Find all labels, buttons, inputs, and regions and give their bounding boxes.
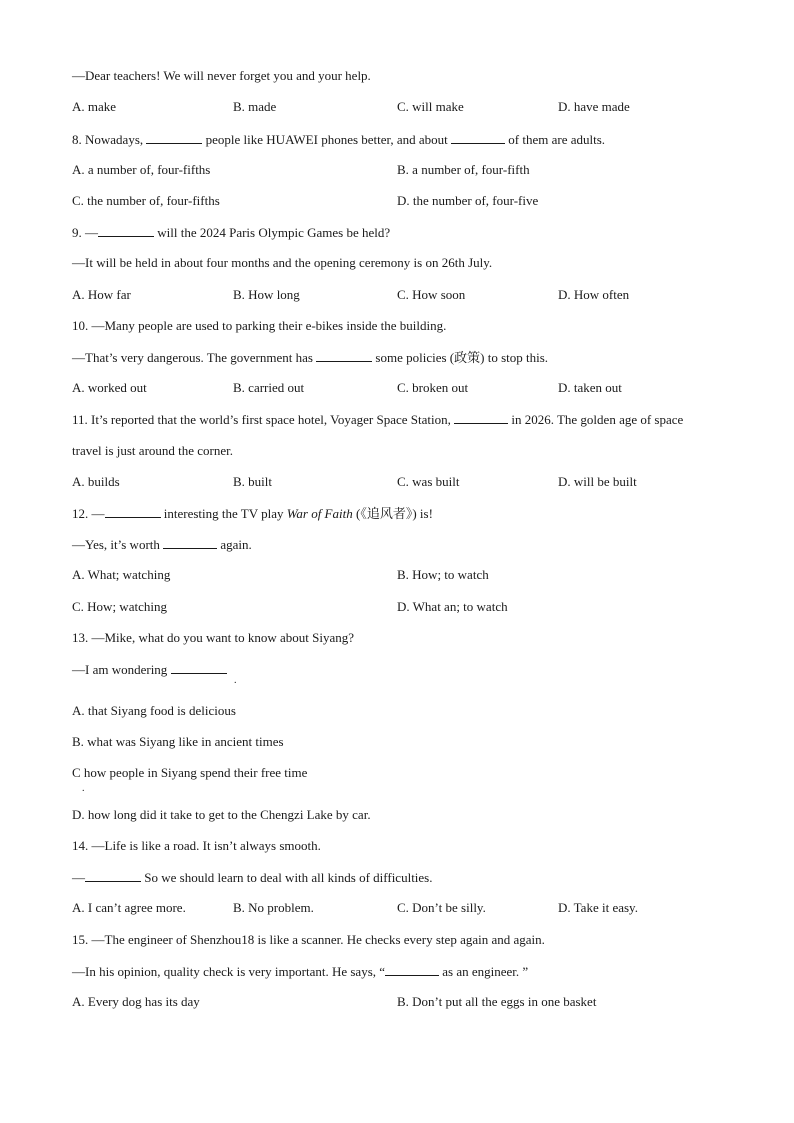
q9-option-d[interactable]: D. How often: [558, 287, 630, 302]
q12-text-1: 12. —: [72, 506, 105, 521]
q14-option-a[interactable]: A. I can’t agree more.: [72, 900, 186, 915]
q8-option-c[interactable]: C. the number of, four-fifths: [72, 193, 220, 208]
q12-option-a[interactable]: A. What; watching: [72, 567, 171, 582]
q15-option-a[interactable]: A. Every dog has its day: [72, 994, 200, 1009]
q14-blank[interactable]: [85, 869, 141, 882]
q8-question: [72, 131, 734, 148]
q13-option-b[interactable]: B. what was Siyang like in ancient times: [72, 734, 284, 749]
q7-option-d[interactable]: D. have made: [558, 99, 630, 114]
q12-reply: [72, 536, 734, 553]
q13-option-c-dot: .: [82, 783, 85, 794]
q11-option-b[interactable]: B. built: [233, 474, 273, 489]
q15-question: 15. —The engineer of Shenzhou18 is like a scanner. He checks every step again and again.: [72, 932, 545, 947]
q13-option-c[interactable]: C how people in Siyang spend their free time: [72, 765, 308, 780]
q8-blank-2[interactable]: [451, 131, 505, 144]
q12-text-2: interesting the TV play: [163, 506, 284, 521]
q15-reply-text-1: —In his opinion, quality check is very important. He says, “: [72, 964, 386, 979]
q14-reply-text-1: —: [72, 870, 85, 885]
q8-text-1: 8. Nowadays,: [72, 132, 144, 147]
q10-blank[interactable]: [316, 349, 372, 362]
q7-reply: —Dear teachers! We will never forget you and your help.: [72, 68, 371, 83]
q7-option-a[interactable]: A. make: [72, 99, 117, 114]
q8-text-2: people like HUAWEI phones better, and about: [205, 132, 448, 147]
q10-option-b[interactable]: B. carried out: [233, 380, 305, 395]
q10-option-d[interactable]: D. taken out: [558, 380, 622, 395]
q15-reply: [72, 963, 734, 980]
q9-option-a[interactable]: A. How far: [72, 287, 131, 302]
q11-question: [72, 411, 734, 428]
q8-option-a[interactable]: A. a number of, four-fifths: [72, 162, 211, 177]
q11-blank[interactable]: [454, 411, 508, 424]
q12-option-b[interactable]: B. How; to watch: [397, 567, 489, 582]
q12-reply-text-1: —Yes, it’s worth: [72, 537, 160, 552]
q14-option-b[interactable]: B. No problem.: [233, 900, 314, 915]
q12-blank-2[interactable]: [163, 536, 217, 549]
q11-text-1: 11. It’s reported that the world’s first space hotel, Voyager Space Station,: [72, 412, 451, 427]
q12-option-d[interactable]: D. What an; to watch: [397, 599, 508, 614]
q13-blank[interactable]: [171, 661, 227, 674]
q12-blank-1[interactable]: [105, 505, 161, 518]
q10-option-a[interactable]: A. worked out: [72, 380, 147, 395]
q14-reply: [72, 869, 734, 886]
q15-blank[interactable]: [385, 963, 439, 976]
q15-option-b[interactable]: B. Don’t put all the eggs in one basket: [397, 994, 597, 1009]
q9-question: [72, 224, 734, 241]
q13-option-d[interactable]: D. how long did it take to get to the Chengzi Lake by car.: [72, 807, 371, 822]
q13-reply-period: .: [234, 675, 237, 686]
q11-question-continued: travel is just around the corner.: [72, 443, 234, 458]
q15-reply-text-2: as an engineer. ”: [442, 964, 529, 979]
q9-option-c[interactable]: C. How soon: [397, 287, 466, 302]
q10-question: 10. —Many people are used to parking their e-bikes inside the building.: [72, 318, 447, 333]
q11-text-2: in 2026. The golden age of space: [511, 412, 684, 427]
q9-blank[interactable]: [98, 224, 154, 237]
q12-option-c[interactable]: C. How; watching: [72, 599, 167, 614]
q14-option-c[interactable]: C. Don’t be silly.: [397, 900, 486, 915]
q12-question: [72, 505, 734, 522]
q8-option-d[interactable]: D. the number of, four-five: [397, 193, 539, 208]
q12-text-3: (《追风者》) is!: [355, 506, 433, 521]
q12-reply-text-2: again.: [220, 537, 252, 552]
q13-reply: [72, 661, 734, 678]
q9-option-b[interactable]: B. How long: [233, 287, 300, 302]
q14-reply-text-2: So we should learn to deal with all kinds of difficulties.: [144, 870, 433, 885]
q11-option-a[interactable]: A. builds: [72, 474, 120, 489]
q10-reply: [72, 349, 734, 366]
q9-reply: —It will be held in about four months and the opening ceremony is on 26th July.: [72, 255, 493, 270]
q8-text-3: of them are adults.: [508, 132, 606, 147]
q8-blank-1[interactable]: [146, 131, 202, 144]
q13-question: 13. —Mike, what do you want to know about Siyang?: [72, 630, 354, 645]
q10-option-c[interactable]: C. broken out: [397, 380, 469, 395]
q7-option-c[interactable]: C. will make: [397, 99, 464, 114]
q9-text-1: 9. —: [72, 225, 98, 240]
q10-reply-text-1: —That’s very dangerous. The government has: [72, 350, 313, 365]
q14-question: 14. —Life is like a road. It isn’t always smooth.: [72, 838, 321, 853]
q7-option-b[interactable]: B. made: [233, 99, 277, 114]
q14-option-d[interactable]: D. Take it easy.: [558, 900, 638, 915]
q13-reply-text: —I am wondering: [72, 662, 168, 677]
q11-option-d[interactable]: D. will be built: [558, 474, 637, 489]
q9-text-2: will the 2024 Paris Olympic Games be held?: [157, 225, 391, 240]
q10-reply-text-2: some policies (政策) to stop this.: [375, 350, 549, 365]
q11-option-c[interactable]: C. was built: [397, 474, 460, 489]
q8-option-b[interactable]: B. a number of, four-fifth: [397, 162, 530, 177]
q12-play-title: War of Faith: [286, 506, 353, 521]
q13-option-a[interactable]: A. that Siyang food is delicious: [72, 703, 236, 718]
